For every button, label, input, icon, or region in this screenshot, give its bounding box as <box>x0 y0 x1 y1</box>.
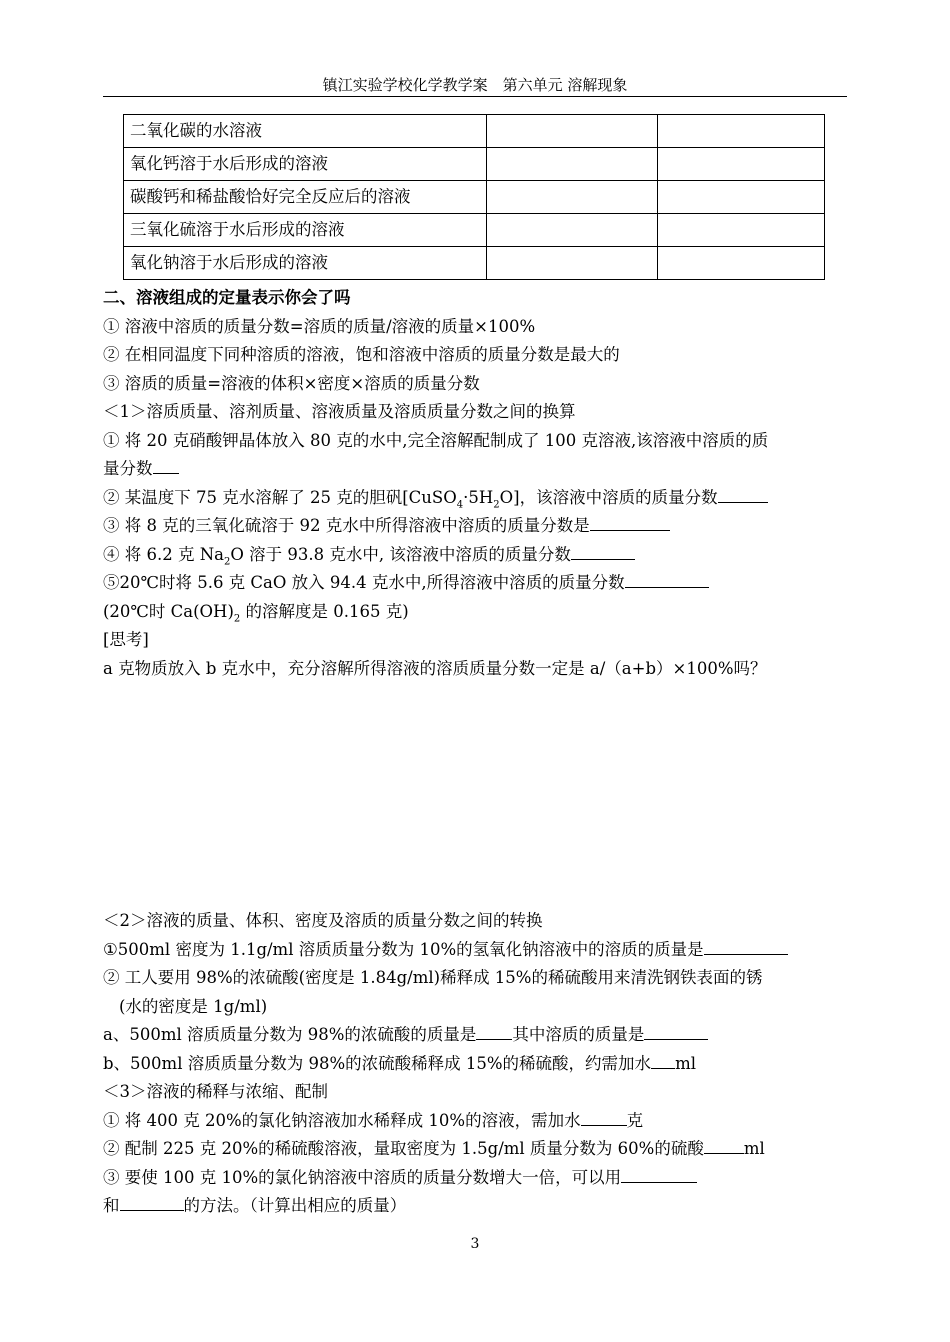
table-cell <box>487 115 658 148</box>
question-2: ② 某温度下 75 克水溶解了 25 克的胆矾$[CuSO_4\cdot 5H_2O]$，该溶液中溶质的质量分数 <box>103 484 848 513</box>
think-label: [思考] <box>103 630 149 649</box>
table-cell <box>487 247 658 280</box>
rule-1: ① 溶液中溶质的质量分数=溶质的质量/溶液的质量×100% <box>103 316 536 336</box>
part2-question-2-line1: ② 工人要用 98%的浓硫酸(密度是 1.84g/ml)稀释成 15%的稀硫酸用来清洗钢铁表面的锈 <box>103 968 763 987</box>
table-cell <box>658 247 825 280</box>
answer-blank[interactable] <box>476 1021 512 1040</box>
table-row <box>124 214 825 247</box>
answer-blank[interactable] <box>590 512 670 531</box>
rule-3: ③ 溶质的质量=溶液的体积×密度×溶质的质量分数 <box>103 373 480 393</box>
table-cell <box>658 214 825 247</box>
part2-question-1: ①500ml 密度为 1.1g/ml 溶质质量分数为 10%的氢氧化钠溶液中的溶质的质量是 <box>103 936 848 965</box>
page-number: 3 <box>470 1236 480 1252</box>
answer-blank[interactable] <box>581 1107 627 1126</box>
question-4: ④ 将 6.2 克 $Na_2O$ 溶于 93.8 克水中, 该溶液中溶质的质量分数 <box>103 541 848 570</box>
section-2-top <box>103 284 848 683</box>
section-title: 二、溶液组成的定量表示你会了吗 <box>103 288 351 307</box>
part3-title: ＜3＞溶液的稀释与浓缩、配制 <box>103 1082 328 1101</box>
rule-2: ② 在相同温度下同种溶质的溶液，饱和溶液中溶质的质量分数是最大的 <box>103 345 620 364</box>
part2-title: ＜2＞溶液的质量、体积、密度及溶质的质量分数之间的转换 <box>103 911 543 930</box>
answer-blank[interactable] <box>704 936 788 955</box>
table-cell: 三氧化硫溶于水后形成的溶液 <box>124 214 487 247</box>
question-5-note: (20℃时 $Ca(OH)_2$ 的溶解度是 0.165 克) <box>103 601 409 624</box>
part3-question-3: ③ 要使 100 克 10%的氯化钠溶液中溶质的质量分数增大一倍，可以用 <box>103 1164 848 1193</box>
question-3: ③ 将 8 克的三氧化硫溶于 92 克水中所得溶液中溶质的质量分数是 <box>103 512 848 541</box>
part3-question-3-cont: 和 的方法。（计算出相应的质量） <box>103 1192 848 1221</box>
answer-blank[interactable] <box>718 484 768 503</box>
question-1-line2: 量分数 <box>103 455 848 484</box>
table-cell: 氧化钠溶于水后形成的溶液 <box>124 247 487 280</box>
part3-question-1: ① 将 400 克 20%的氯化钠溶液加水稀释成 10%的溶液，需加水 克 <box>103 1107 848 1136</box>
think-question: a 克物质放入 b 克水中，充分溶解所得溶液的溶质质量分数一定是 a/（a+b）×100%吗？ <box>103 658 767 678</box>
question-1-line1: ① 将 20 克硝酸钾晶体放入 80 克的水中,完全溶解配制成了 100 克溶液,该溶液中溶质的质 <box>103 430 769 450</box>
table-cell <box>487 181 658 214</box>
answer-blank[interactable] <box>625 569 709 588</box>
table-cell <box>487 148 658 181</box>
table-cell <box>658 115 825 148</box>
answer-blank[interactable] <box>704 1135 744 1154</box>
answer-blank[interactable] <box>644 1021 708 1040</box>
table-cell: 碳酸钙和稀盐酸恰好完全反应后的溶液 <box>124 181 487 214</box>
section-2-bottom <box>103 907 848 1221</box>
table-cell <box>658 148 825 181</box>
table-row <box>124 181 825 214</box>
answer-blank[interactable] <box>571 541 635 560</box>
table-cell <box>658 181 825 214</box>
table-row <box>124 247 825 280</box>
solution-table <box>123 114 825 280</box>
table-row <box>124 148 825 181</box>
answer-blank[interactable] <box>120 1192 184 1211</box>
answer-blank[interactable] <box>651 1050 675 1069</box>
part2-question-b: b、500ml 溶质质量分数为 98%的浓硫酸稀释成 15%的稀硫酸，约需加水 ml <box>103 1050 848 1079</box>
table-cell <box>487 214 658 247</box>
question-5: ⑤20℃时将 5.6 克 CaO 放入 94.4 克水中,所得溶液中溶质的质量分数 <box>103 569 848 598</box>
part2-question-2-line2: (水的密度是 1g/ml) <box>119 996 268 1016</box>
part1-title: ＜1＞溶质质量、溶剂质量、溶液质量及溶质质量分数之间的换算 <box>103 402 576 421</box>
answer-blank[interactable] <box>621 1164 697 1183</box>
part2-question-a: a、500ml 溶质质量分数为 98%的浓硫酸的质量是 其中溶质的质量是 <box>103 1021 848 1050</box>
table-cell: 氧化钙溶于水后形成的溶液 <box>124 148 487 181</box>
part3-question-2: ② 配制 225 克 20%的稀硫酸溶液，量取密度为 1.5g/ml 质量分数为 60%的硫酸 ml <box>103 1135 848 1164</box>
page-header: 镇江实验学校化学教学案 第六单元 溶解现象 <box>103 74 847 97</box>
table-row <box>124 115 825 148</box>
answer-blank[interactable] <box>153 455 179 474</box>
table-cell: 二氧化碳的水溶液 <box>124 115 487 148</box>
